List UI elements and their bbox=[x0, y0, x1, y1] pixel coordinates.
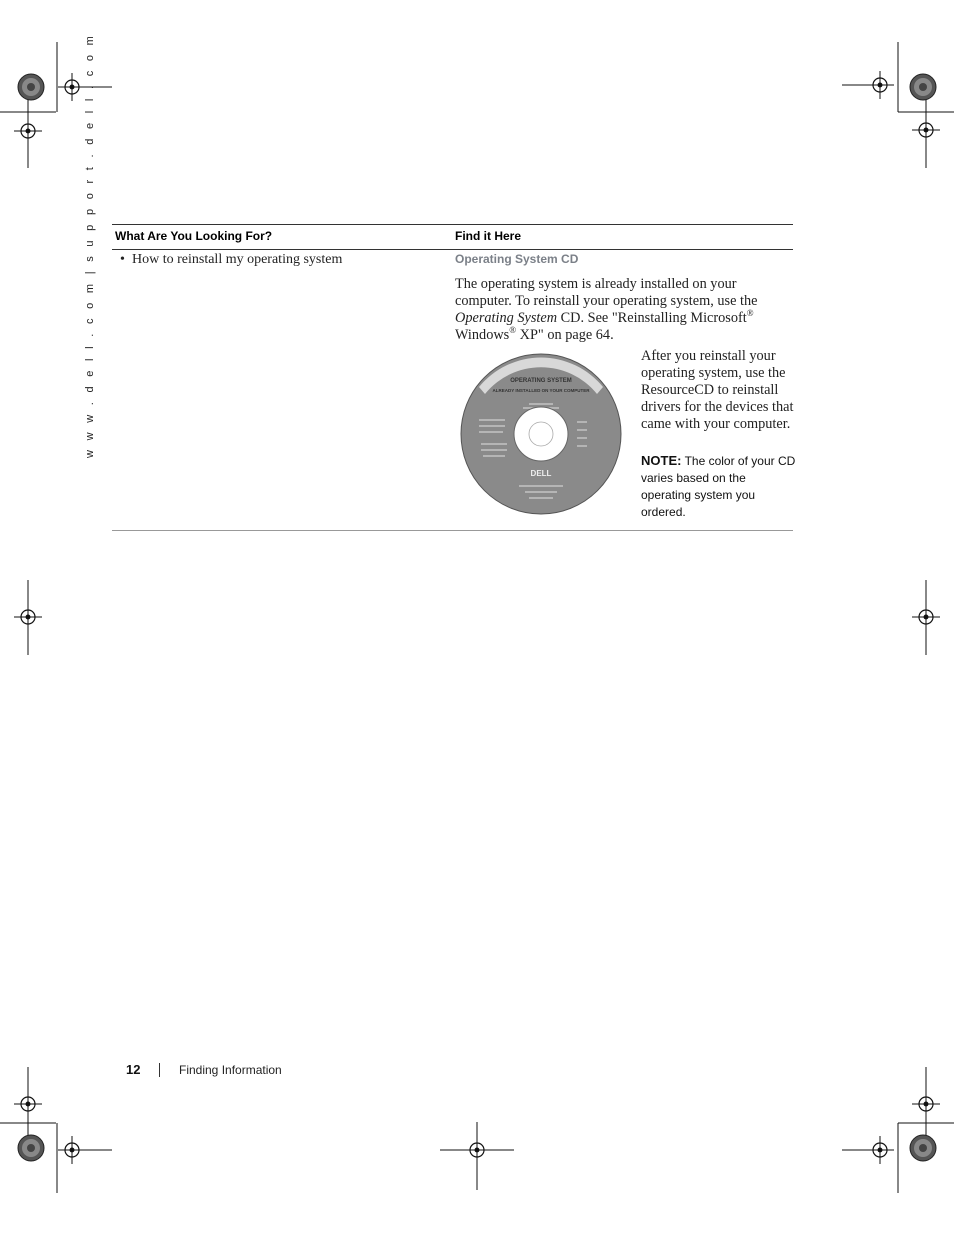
info-table bbox=[112, 224, 796, 531]
footer-section-title: Finding Information bbox=[179, 1063, 282, 1077]
footer-separator bbox=[159, 1063, 160, 1077]
bullet-text: How to reinstall my operating system bbox=[132, 252, 343, 267]
registration-mark-icon bbox=[58, 1136, 86, 1164]
note-text: The color of your CD varies based on the operating system you ordered. bbox=[641, 454, 796, 519]
para-text: XP" on page 64. bbox=[516, 327, 614, 343]
cd-banner-2: ALREADY INSTALLED ON YOUR COMPUTER bbox=[492, 388, 590, 393]
os-cd-image bbox=[459, 352, 623, 516]
os-cd-description bbox=[455, 276, 793, 344]
cd-disc-icon bbox=[459, 352, 623, 516]
col1-header: What Are You Looking For? bbox=[115, 229, 273, 243]
col2-header: Find it Here bbox=[455, 229, 522, 243]
side-url: w w w . d e l l . c o m | s u p p o r t . d e l l . c o m bbox=[84, 32, 96, 458]
registration-mark-icon bbox=[58, 73, 86, 101]
table-bottom-rule bbox=[112, 530, 793, 531]
dell-logo: DELL bbox=[530, 469, 552, 478]
table-header-row bbox=[112, 225, 793, 249]
find-it-here-cell bbox=[455, 252, 793, 344]
list-item bbox=[120, 252, 342, 268]
registered-mark: ® bbox=[509, 325, 517, 336]
para-text: CD. See "Reinstalling Microsoft bbox=[557, 310, 747, 326]
section-title: Operating System CD bbox=[455, 252, 579, 266]
registration-star-icon bbox=[910, 1135, 936, 1161]
note bbox=[641, 452, 797, 521]
registration-star-icon bbox=[18, 74, 44, 100]
cd-banner-1: OPERATING SYSTEM bbox=[510, 378, 572, 384]
after-reinstall-text: After you reinstall your operating system, use the ResourceCD to reinstall drivers for the devices that came with your computer. bbox=[641, 348, 794, 432]
registration-star-icon bbox=[910, 74, 936, 100]
para-italic: Operating System bbox=[455, 310, 558, 326]
para-text: The operating system is already installed on your computer. To reinstall your operating system, use the bbox=[455, 276, 758, 309]
registered-mark: ® bbox=[746, 308, 754, 319]
bullet-icon: • bbox=[120, 252, 125, 267]
note-label: NOTE: bbox=[641, 453, 682, 468]
registration-mark-icon bbox=[866, 71, 894, 99]
registration-star-icon bbox=[18, 1135, 44, 1161]
registration-mark-icon bbox=[866, 1136, 894, 1164]
table-row bbox=[112, 250, 796, 530]
para-text: Windows bbox=[455, 327, 510, 343]
page-number: 12 bbox=[126, 1062, 141, 1077]
